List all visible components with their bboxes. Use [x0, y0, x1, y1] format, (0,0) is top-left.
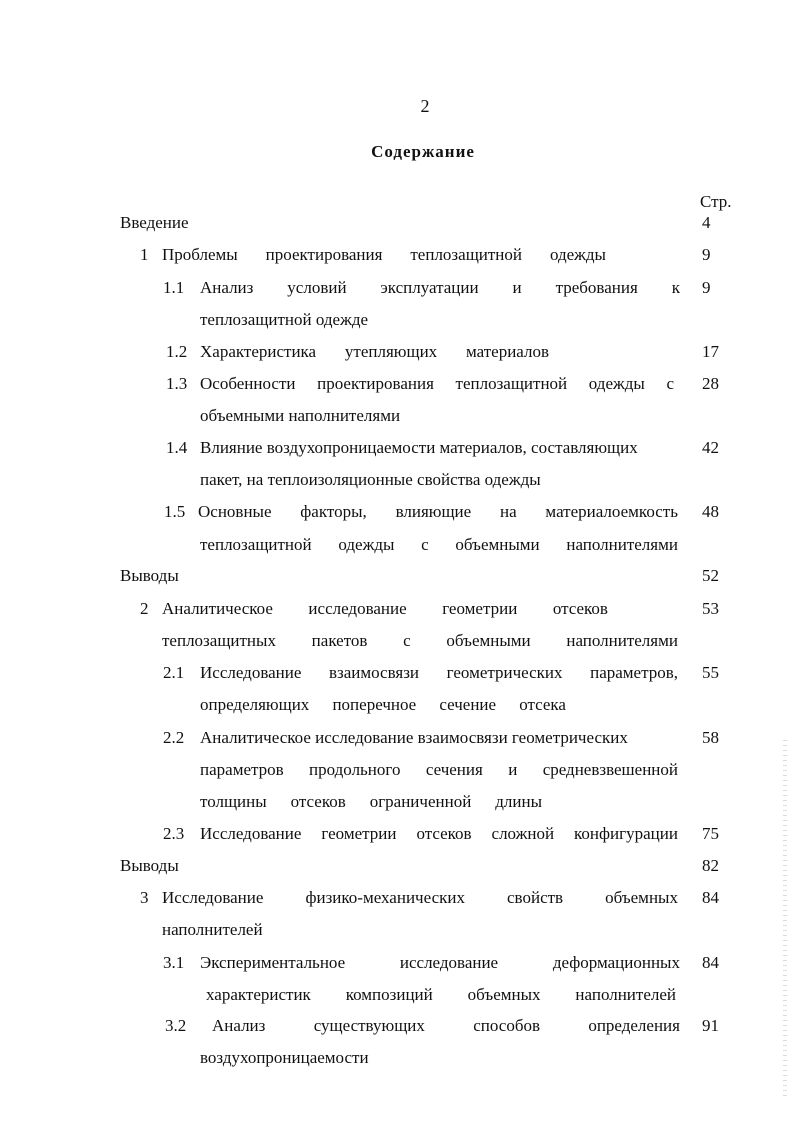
toc-1-4-number: 1.4 — [166, 438, 188, 457]
toc-1-2-number: 1.2 — [166, 342, 188, 361]
toc-1-1-title-line2: теплозащитной одежде — [200, 310, 369, 329]
scan-edge-noise — [783, 740, 787, 1100]
toc-1-1-page: 9 — [702, 278, 711, 297]
toc-1-2-title: Характеристика утепляющих материалов — [200, 342, 549, 361]
toc-ch2-title-line2: теплозащитных пакетов с объемными наполнителями — [162, 631, 678, 650]
toc-2-2-page: 58 — [702, 728, 719, 747]
toc-3-1-title-line2: характеристик композиций объемных наполнителей — [206, 985, 676, 1004]
toc-1-5-title: Основные факторы, влияющие на материалоемкость — [198, 502, 678, 521]
toc-conclusions-1-label: Выводы — [120, 566, 179, 585]
page-number: 2 — [420, 96, 430, 116]
toc-3-2-page: 91 — [702, 1016, 719, 1035]
toc-3-2-title-line2: воздухопроницаемости — [200, 1048, 369, 1067]
toc-2-2-title-line2: параметров продольного сечения и средневзвешенной — [200, 760, 678, 779]
toc-1-5-number: 1.5 — [164, 502, 186, 521]
toc-2-1-title: Исследование взаимосвязи геометрических параметров, — [200, 663, 678, 682]
toc-ch2-number: 2 — [140, 599, 149, 618]
toc-2-2-title-line3: толщины отсеков ограниченной длины — [200, 792, 542, 811]
toc-conclusions-1-page: 52 — [702, 566, 719, 585]
toc-ch1-title: Проблемы проектирования теплозащитной одежды — [162, 245, 606, 264]
toc-intro-label: Введение — [120, 213, 189, 232]
toc-intro-page: 4 — [702, 213, 711, 232]
toc-1-2-page: 17 — [702, 342, 719, 361]
toc-2-1-page: 55 — [702, 663, 719, 682]
toc-3-2-title: Анализ существующих способов определения — [212, 1016, 680, 1035]
toc-conclusions-2-page: 82 — [702, 856, 719, 875]
toc-3-2-number: 3.2 — [165, 1016, 187, 1035]
toc-1-4-page: 42 — [702, 438, 719, 457]
toc-ch2-title: Аналитическое исследование геометрии отсеков — [162, 599, 608, 618]
toc-2-3-title: Исследование геометрии отсеков сложной конфигурации — [200, 824, 678, 843]
toc-ch2-page: 53 — [702, 599, 719, 618]
toc-ch3-title-line2: наполнителей — [162, 920, 263, 939]
toc-1-1-number: 1.1 — [163, 278, 185, 297]
toc-1-5-page: 48 — [702, 502, 719, 521]
toc-1-4-title-line2: пакет, на теплоизоляционные свойства одежды — [200, 470, 541, 489]
toc-2-3-number: 2.3 — [163, 824, 185, 843]
toc-3-1-page: 84 — [702, 953, 719, 972]
toc-3-1-number: 3.1 — [163, 953, 185, 972]
toc-1-4-title: Влияние воздухопроницаемости материалов, составляющих — [200, 438, 638, 457]
toc-2-1-number: 2.1 — [163, 663, 185, 682]
toc-1-1-title: Анализ условий эксплуатации и требования к — [200, 278, 680, 297]
toc-1-3-title: Особенности проектирования теплозащитной одежды с — [200, 374, 674, 393]
toc-ch1-number: 1 — [140, 245, 149, 264]
toc-2-2-title: Аналитическое исследование взаимосвязи геометрических — [200, 728, 628, 747]
toc-1-3-title-line2: объемными наполнителями — [200, 406, 401, 425]
toc-ch3-title: Исследование физико-механических свойств объемных — [162, 888, 678, 907]
toc-1-3-page: 28 — [702, 374, 719, 393]
toc-ch3-page: 84 — [702, 888, 719, 907]
toc-1-3-number: 1.3 — [166, 374, 188, 393]
toc-2-1-title-line2: определяющих поперечное сечение отсека — [200, 695, 566, 714]
toc-2-3-page: 75 — [702, 824, 719, 843]
toc-ch1-page: 9 — [702, 245, 711, 264]
page-column-header: Стр. — [700, 192, 732, 211]
toc-2-2-number: 2.2 — [163, 728, 185, 747]
toc-3-1-title: Экспериментальное исследование деформационных — [200, 953, 680, 972]
toc-1-5-title-line2: теплозащитной одежды с объемными наполнителями — [200, 535, 678, 554]
toc-conclusions-2-label: Выводы — [120, 856, 179, 875]
toc-title: Содержание — [371, 142, 475, 161]
toc-ch3-number: 3 — [140, 888, 149, 907]
